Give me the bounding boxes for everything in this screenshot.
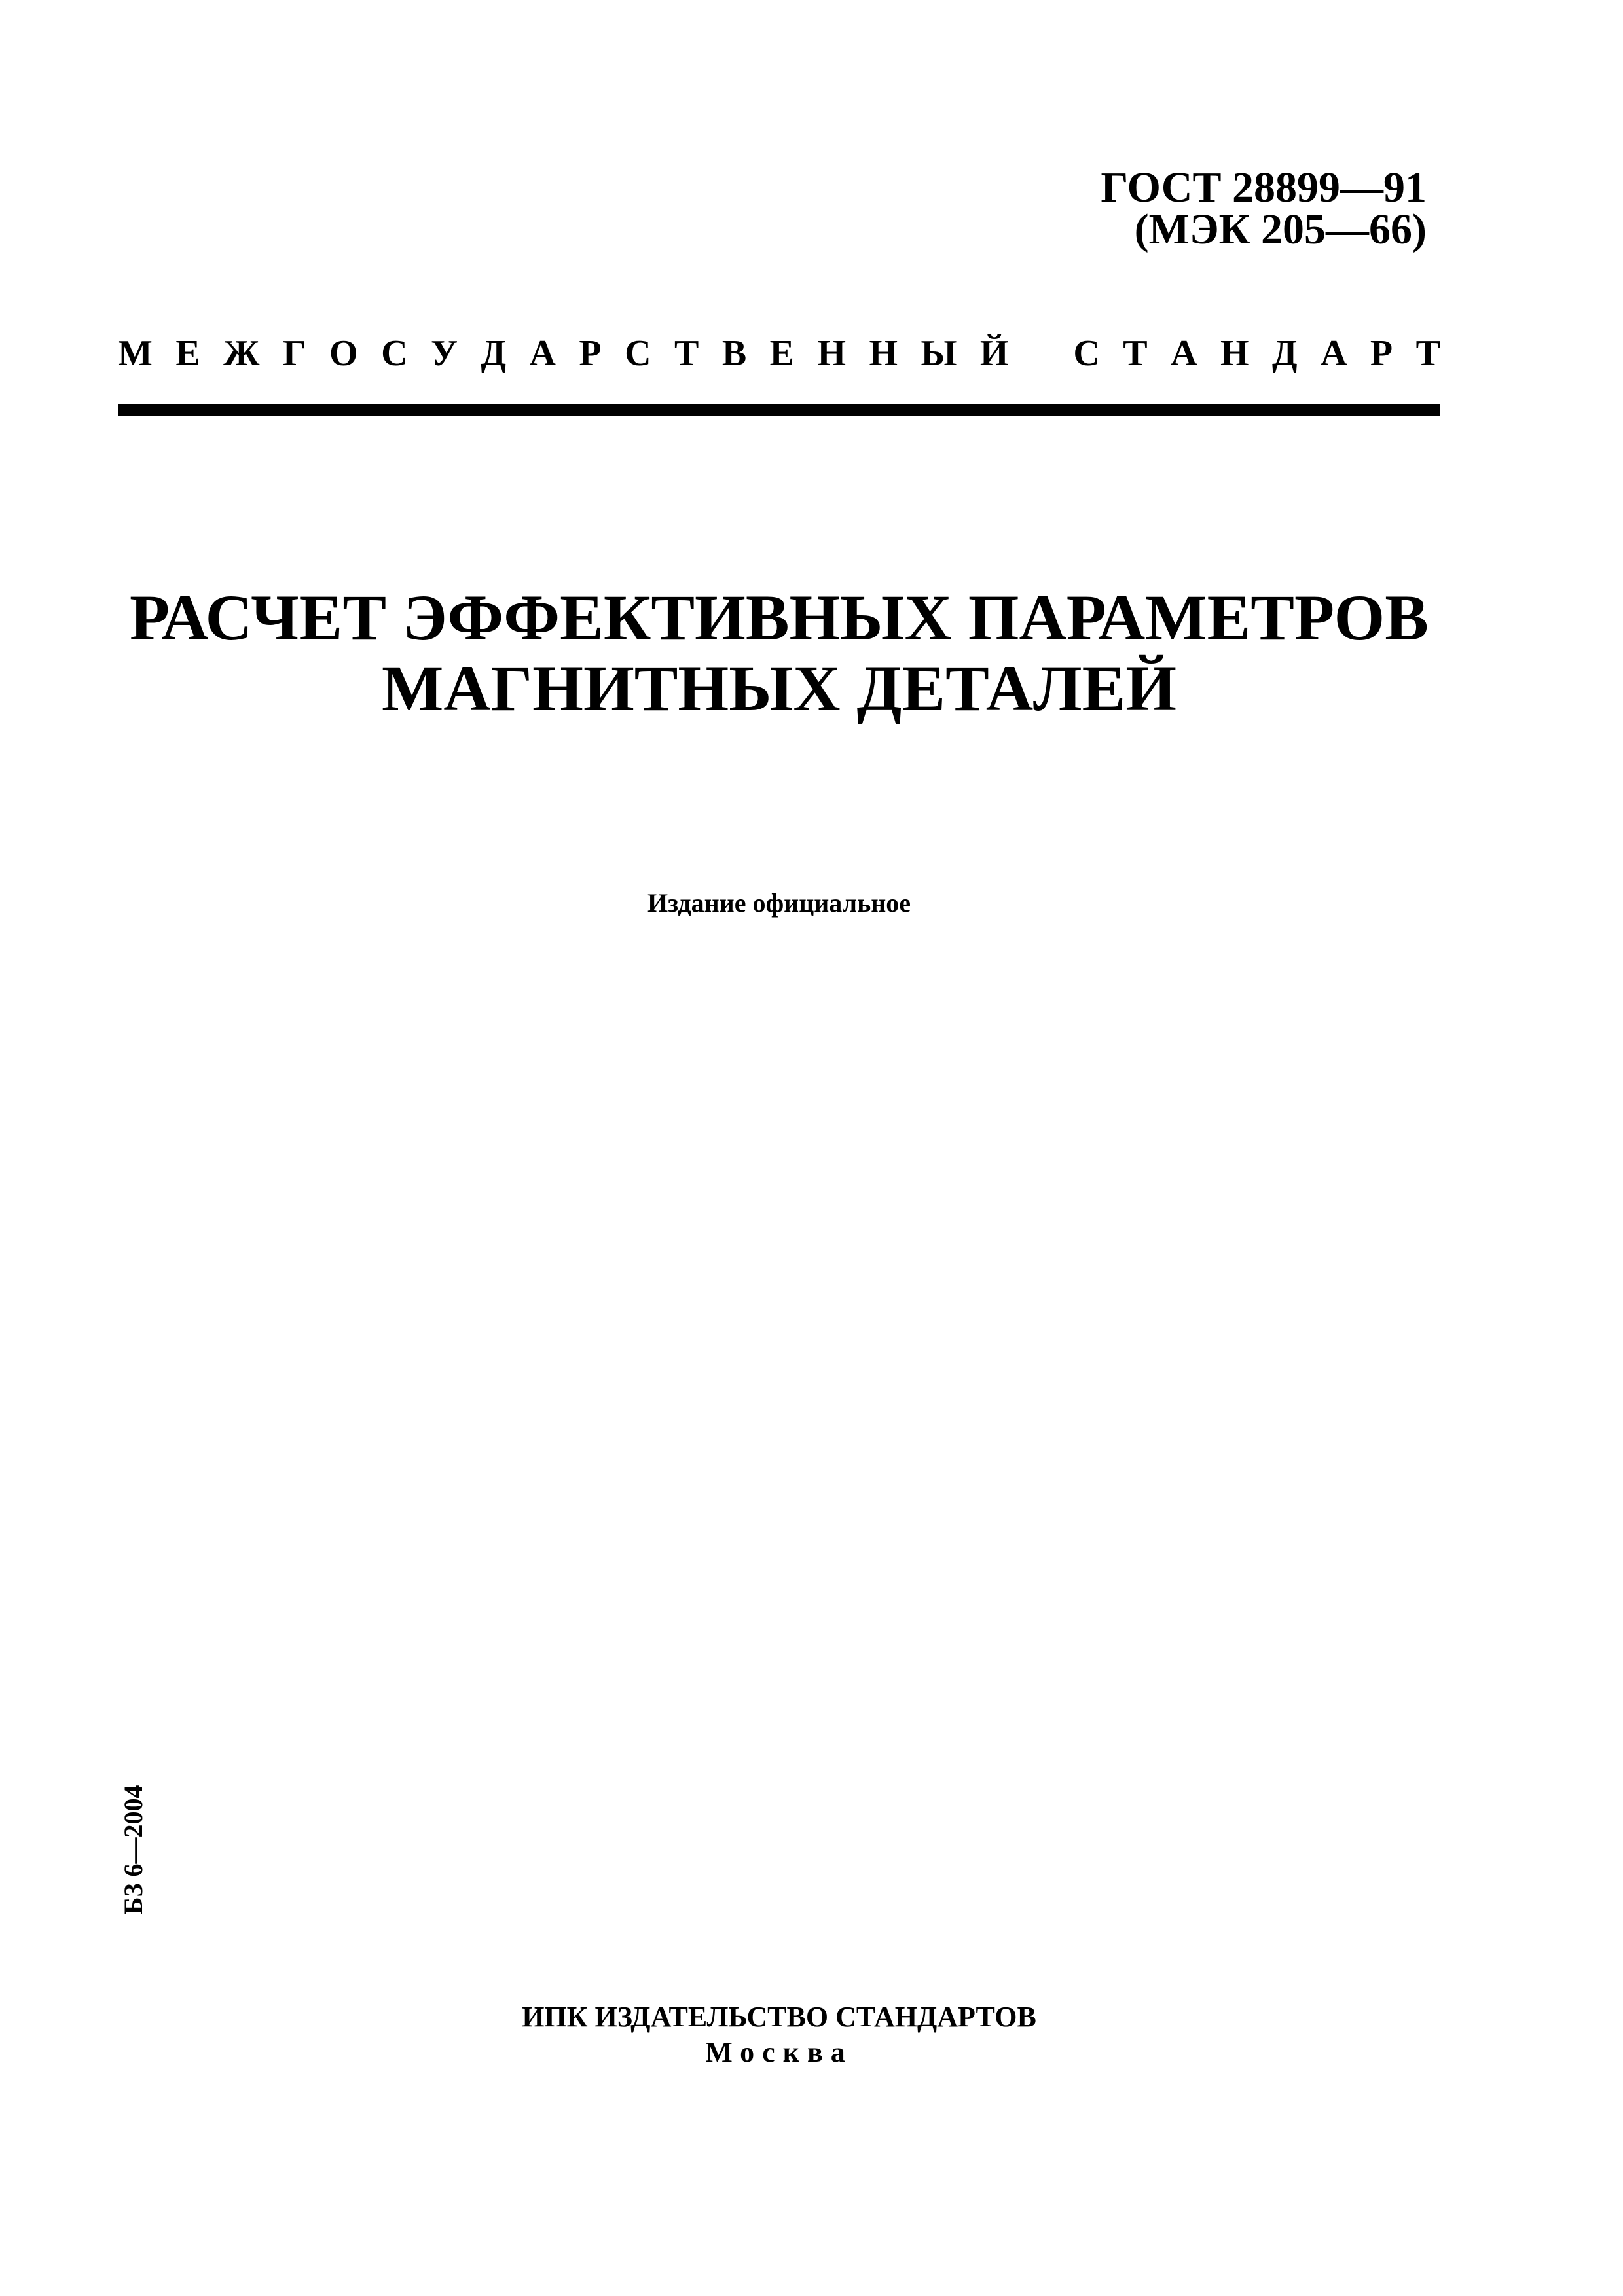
standard-type-letter: Н [869, 333, 898, 374]
standard-type-letter: Т [674, 333, 699, 374]
title-line-2: МАГНИТНЫХ ДЕТАЛЕЙ [381, 652, 1177, 725]
standard-type-letter: А [1321, 333, 1347, 374]
side-code: БЗ 6—2004 [119, 1785, 148, 1914]
standard-type-letter: В [721, 333, 747, 374]
standard-type-letter: Е [175, 333, 200, 374]
iec-reference: (МЭК 205—66) [1134, 206, 1427, 253]
standard-type-letter: Р [1370, 333, 1393, 374]
standard-type-letter: Т [1415, 333, 1440, 374]
document-title [118, 583, 1440, 724]
standard-type-letter: С [625, 333, 651, 374]
header-rule [118, 404, 1440, 416]
standard-type-letter: С [1073, 333, 1100, 374]
standard-type-label [118, 331, 1440, 376]
standard-type-letter: Ы [921, 333, 957, 374]
standard-type-letter: Й [979, 333, 1009, 374]
publisher-city: Москва [705, 2036, 853, 2068]
standard-number-block [1101, 164, 1427, 253]
standard-type-letter: Т [1123, 333, 1148, 374]
standard-type-letter: Р [579, 333, 602, 374]
standard-type-letter: С [381, 333, 408, 374]
standard-type-letter: Е [769, 333, 794, 374]
edition-label: Издание официальное [647, 888, 911, 918]
standard-type-letter: Н [817, 333, 846, 374]
standard-type-letter: Н [1220, 333, 1249, 374]
standard-type-letter: Д [481, 333, 507, 374]
standard-type-letter: Г [282, 333, 306, 374]
standard-type-letter: А [529, 333, 556, 374]
standard-type-letter [1032, 331, 1050, 376]
standard-number: ГОСТ 28899—91 [1101, 164, 1427, 211]
standard-type-letter: Ж [223, 333, 260, 374]
standard-type-letter: А [1171, 333, 1197, 374]
standard-type-letter: О [329, 333, 358, 374]
standard-type-letter: Д [1272, 333, 1298, 374]
standard-type-letter: У [430, 333, 458, 374]
title-line-1: РАСЧЕТ ЭФФЕКТИВНЫХ ПАРАМЕТРОВ [130, 581, 1429, 654]
standard-type-letter: М [118, 333, 153, 374]
publisher-name: ИПК ИЗДАТЕЛЬСТВО СТАНДАРТОВ [522, 2001, 1036, 2033]
publisher-block [118, 2000, 1440, 2070]
